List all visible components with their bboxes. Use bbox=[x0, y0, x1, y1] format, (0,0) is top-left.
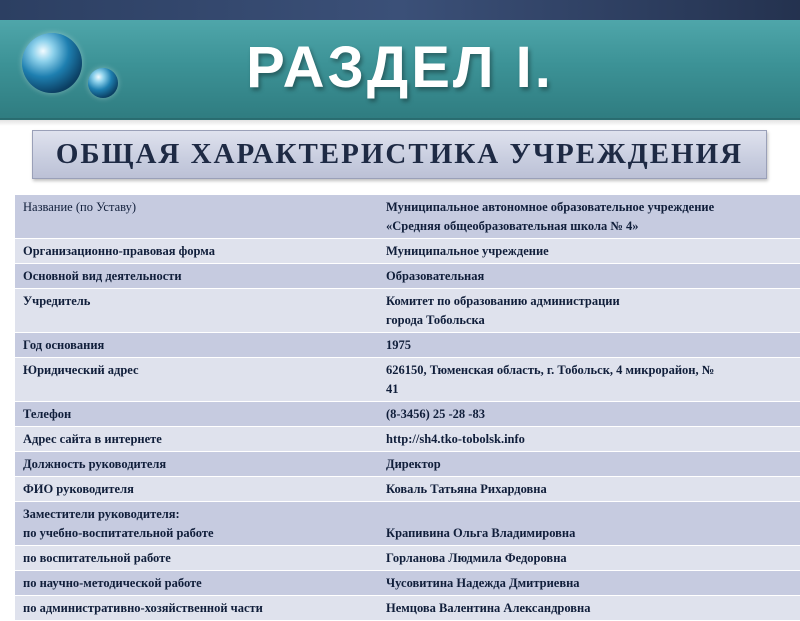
table-row bbox=[15, 427, 800, 452]
row-value bbox=[378, 502, 800, 546]
row-label: Адрес сайта в интернете bbox=[15, 427, 378, 452]
row-label: ФИО руководителя bbox=[15, 477, 378, 502]
row-value: Муниципальное учреждение bbox=[378, 239, 800, 264]
table-row bbox=[15, 289, 800, 333]
row-value: Чусовитина Надежда Дмитриевна bbox=[378, 571, 800, 596]
top-strip bbox=[0, 0, 800, 20]
row-label-line: по учебно-воспитательной работе bbox=[23, 526, 214, 540]
row-value bbox=[378, 358, 800, 402]
row-value: (8-3456) 25 -28 -83 bbox=[378, 402, 800, 427]
page-title: РАЗДЕЛ I. bbox=[246, 35, 554, 100]
table-row bbox=[15, 502, 800, 546]
table-row bbox=[15, 358, 800, 402]
table-row bbox=[15, 477, 800, 502]
row-value: Директор bbox=[378, 452, 800, 477]
subtitle-box bbox=[32, 130, 767, 179]
row-label: Основной вид деятельности bbox=[15, 264, 378, 289]
row-label: Юридический адрес bbox=[15, 358, 378, 402]
row-value-line: Муниципальное автономное образовательное учреждение bbox=[386, 200, 715, 214]
row-label-line: Заместители руководителя: bbox=[23, 507, 180, 521]
page-subtitle: ОБЩАЯ ХАРАКТЕРИСТИКА УЧРЕЖДЕНИЯ bbox=[55, 138, 744, 170]
row-value-line: «Средняя общеобразовательная школа № 4» bbox=[386, 219, 639, 233]
row-value-line: 626150, Тюменская область, г. Тобольск, 4 микрорайон, № bbox=[386, 363, 715, 377]
info-table bbox=[15, 195, 800, 621]
website-link[interactable]: http://sh4.tko-tobolsk.info bbox=[378, 427, 800, 452]
table-row bbox=[15, 546, 800, 571]
row-value bbox=[378, 289, 800, 333]
table-row bbox=[15, 402, 800, 427]
row-value: Образовательная bbox=[378, 264, 800, 289]
row-label: Должность руководителя bbox=[15, 452, 378, 477]
row-value: Коваль Татьяна Рихардовна bbox=[378, 477, 800, 502]
row-value: Горланова Людмила Федоровна bbox=[378, 546, 800, 571]
row-label: по научно-методической работе bbox=[15, 571, 378, 596]
row-label bbox=[15, 502, 378, 546]
row-value: 1975 bbox=[378, 333, 800, 358]
row-value-line: города Тобольска bbox=[386, 313, 485, 327]
row-label: Организационно-правовая форма bbox=[15, 239, 378, 264]
row-value-line: Комитет по образованию администрации bbox=[386, 294, 620, 308]
table-row bbox=[15, 195, 800, 239]
row-label: Год основания bbox=[15, 333, 378, 358]
row-label: Название (по Уставу) bbox=[15, 195, 378, 239]
row-value: Немцова Валентина Александровна bbox=[378, 596, 800, 621]
table-row bbox=[15, 264, 800, 289]
table-row bbox=[15, 596, 800, 621]
row-value bbox=[378, 195, 800, 239]
row-label: по воспитательной работе bbox=[15, 546, 378, 571]
row-value-line: Крапивина Ольга Владимировна bbox=[386, 526, 576, 540]
table-row bbox=[15, 239, 800, 264]
row-label: Телефон bbox=[15, 402, 378, 427]
row-label: Учредитель bbox=[15, 289, 378, 333]
row-label: по административно-хозяйственной части bbox=[15, 596, 378, 621]
table-row bbox=[15, 452, 800, 477]
table-row bbox=[15, 571, 800, 596]
table-row bbox=[15, 333, 800, 358]
banner-shadow bbox=[0, 118, 800, 126]
row-value-line: 41 bbox=[386, 382, 399, 396]
